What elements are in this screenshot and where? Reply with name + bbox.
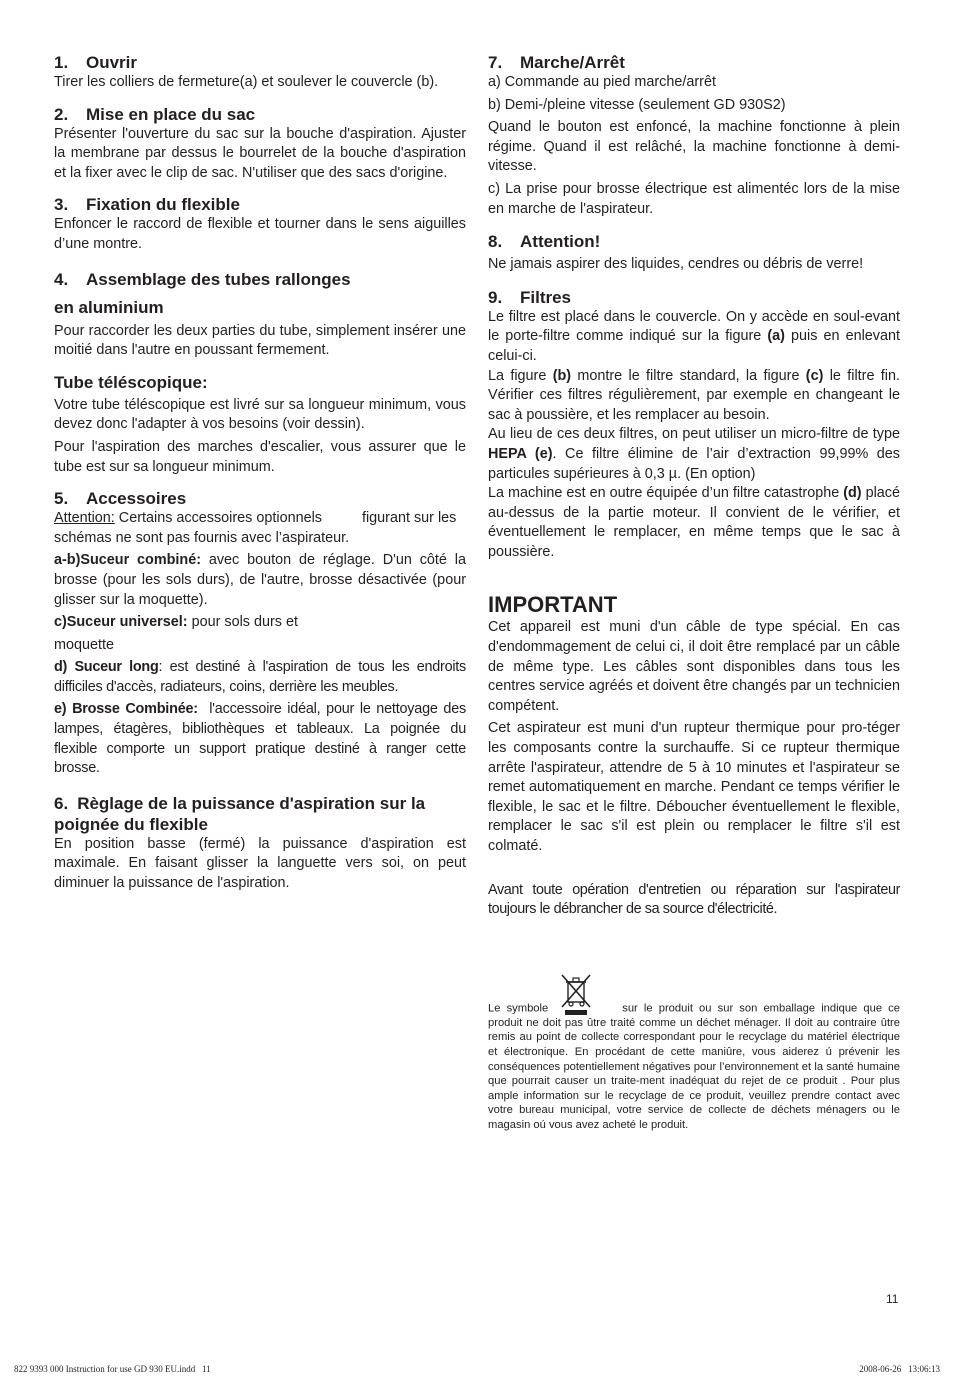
page-number: 11: [886, 1292, 899, 1306]
weee-notice: [488, 972, 900, 1133]
accessory-label: e) Brosse Combinée:: [54, 701, 198, 718]
section-7-b: b) Demi-/pleine vitesse (seulement GD 930S2): [488, 96, 786, 113]
section-3-text: Enfoncer le raccord de flexible et tourner dans le sens aiguilles d’une montre.: [54, 216, 466, 252]
print-slug-date: 2008-06-26 13:06:13: [859, 1364, 940, 1374]
filtres-p1: [488, 308, 900, 367]
text-run: La figure: [488, 367, 553, 384]
section-title: Filtres: [520, 287, 572, 307]
accessory-e: [54, 700, 470, 778]
section-title: Règlage de la puissance d'aspiration sur la poignée du flexible: [54, 793, 426, 834]
tube-text-1: Votre tube téléscopique est livré sur sa longueur minimum, vous devez donc l'adapter à vos besoins (voir dessin).: [54, 396, 466, 433]
section-7-a: a) Commande au pied marche/arrêt: [488, 74, 716, 90]
section-number: 4.: [54, 269, 69, 289]
tube-text-2: Pour l'aspiration des marches d'escalier, vous assurer que le tube est sur sa longueur minimum.: [54, 438, 466, 475]
section-title: Attention!: [520, 232, 601, 252]
text-run: Au lieu de ces deux filtres, on peut utiliser un micro-filtre de type: [488, 426, 900, 443]
right-column: [488, 52, 900, 1133]
section-title: Marche/Arrêt: [520, 53, 625, 72]
accessory-text: l'accessoire idéal, pour le nettoyage des lampes, étagères, bibliothèques et tableaux. La poignée du flexible comporte un support pratique destiné à ranger cette brosse.: [54, 701, 470, 777]
section-2-text: Présenter l'ouverture du sac sur la bouche d'aspiration. Ajuster la membrane par dessus le bourrelet de la bouche d'aspiration et la fixer avec le clip de sac. N'utiliser que des sacs d'origine.: [54, 125, 466, 181]
section-title: Assemblage des tubes rallonges: [86, 269, 351, 289]
section-title: Ouvrir: [86, 53, 138, 72]
left-column: [54, 52, 470, 894]
section-2-heading: [54, 104, 466, 125]
section-number: 5.: [54, 489, 69, 509]
accessory-text: avec bouton de réglage. D'un côté la brosse (pour les sols durs), de l'autre, brosse désactivée (pour glisser sur la moquette).: [54, 552, 466, 608]
weee-text-body: sur le produit ou sur son emballage indique que ce produit ne doit pas ûtre traité comme un déchet ménager. Il doit au contraire ûtre remis au point de collecte correspondant pour le recyclage du matériel électrique et électronique. En procédant de cette maniûre, vous aiderez ú prévenir les conséquences potentiellement négatives pour l’environnement et la santé humaine que pourrait causer un traite-ment inadéquat du rejet de ce produit . Pour plus ample information sur le recyclage de ce produit, veuillez prendre contact avec votre bureau municipal, votre service de collecte de déchets ménagers ou le magasin oú vous avez acheté le produit.: [488, 1002, 900, 1131]
section-1-text: Tirer les colliers de fermeture(a) et soulever le couvercle (b).: [54, 74, 439, 90]
figure-ref: (a): [767, 328, 785, 345]
accessory-label: d) Suceur long: [54, 659, 159, 676]
section-7-heading: [488, 52, 900, 73]
section-number: 3.: [54, 195, 69, 215]
section-4-heading: [54, 266, 466, 322]
tube-telescopique-heading: Tube téléscopique:: [54, 372, 208, 392]
weee-text-start: Le symbole: [488, 1002, 549, 1015]
section-number: 8.: [488, 232, 503, 252]
text-run: placé au-dessus de la partie moteur. Il convient de le vérifier, et éventuellement le remplacer, en même temps que le sac à poussière.: [488, 485, 900, 560]
section-number: 7.: [488, 53, 503, 72]
text-run: puis en enlevant celui-ci.: [488, 328, 900, 364]
accessoires-attention: [54, 509, 466, 548]
text-run: le filtre fin. Vérifier ces filtres régulièrement, par exemple en changeant le sac à poussière, et les remplacer au besoin.: [488, 367, 900, 423]
accessory-c: [54, 613, 466, 633]
figure-ref: (b): [552, 367, 572, 384]
text-run: Le filtre est placé dans le couvercle. On y accède en soul-evant le porte-filtre comme indiqué sur la figure: [488, 308, 900, 345]
section-title-line2: en aluminium: [54, 297, 164, 317]
section-number: 6.: [54, 793, 69, 813]
section-6-heading: [54, 793, 466, 835]
section-4-text: Pour raccorder les deux parties du tube, simplement insérer une moitié dans l'autre en poussant fermement.: [54, 322, 466, 359]
section-9-heading: [488, 287, 900, 308]
section-title: Mise en place du sac: [86, 104, 256, 124]
section-title: Fixation du flexible: [86, 195, 240, 215]
text-run: montre le filtre standard, la figure: [571, 367, 806, 384]
important-heading: IMPORTANT: [488, 592, 618, 618]
section-7-c: c) La prise pour brosse électrique est alimentéc lors de la mise en marche de l'aspirateur.: [488, 180, 900, 217]
section-8-text: Ne jamais aspirer des liquides, cendres ou débris de verre!: [488, 256, 864, 273]
figure-ref: (d): [843, 485, 862, 502]
important-text-3: Avant toute opération d'entretien ou réparation sur l'aspirateur toujours le débrancher de sa source d'électricité.: [488, 881, 900, 918]
attention-text: Certains accessoires optionnels figurant sur les schémas ne sont pas fournis avec l’aspirateur.: [54, 510, 461, 546]
section-number: 1.: [54, 53, 69, 72]
accessory-label: a-b)Suceur combiné:: [54, 552, 201, 569]
figure-ref: HEPA (e): [488, 445, 553, 462]
section-7-text: Quand le bouton est enfoncé, la machine fonctionne à plein régime. Quand il est relâché, la machine fonctionne à demi-vitesse.: [488, 119, 900, 175]
section-title: Accessoires: [86, 489, 187, 509]
print-slug-file: 822 9393 000 Instruction for use GD 930 EU.indd 11: [14, 1364, 211, 1374]
filtres-p4: [488, 484, 900, 562]
section-number: 2.: [54, 104, 69, 124]
section-6-text: En position basse (fermé) la puissance d'aspiration est maximale. En faisant glisser la languette vers soi, on peut diminuer la puissance de l'aspiration.: [54, 835, 466, 892]
section-5-heading: [54, 488, 466, 509]
accessory-text: pour sols durs et: [187, 614, 298, 631]
section-number: 9.: [488, 287, 503, 307]
filtres-p3: [488, 425, 900, 484]
accessory-ab: [54, 551, 466, 610]
accessory-d: [54, 658, 466, 697]
attention-label: Attention:: [54, 510, 115, 527]
section-1-heading: [54, 52, 466, 73]
important-text-1: Cet appareil est muni d'un câble de type spécial. En cas d'endommagement de celui ci, il doit être remplacé par un câble de même type. Les câbles sont disponibles dans tous les centres service agréés et doivent être changés par un technicien compétent.: [488, 619, 900, 714]
section-8-heading: [488, 231, 900, 252]
text-run: . Ce filtre élimine de l’air d’extraction 99,99% des particules supérieures à 0,3 µ. (En option): [488, 445, 900, 482]
section-3-heading: [54, 194, 466, 215]
filtres-p2: [488, 367, 900, 426]
accessory-c-line2: moquette: [54, 636, 115, 653]
figure-ref: (c): [805, 367, 824, 384]
accessory-text: : est destiné à l'aspiration de tous les endroits difficiles d'accès, radiateurs, coins, derrière les meubles.: [54, 659, 466, 695]
accessory-label: c)Suceur universel:: [54, 614, 188, 631]
crossed-out-wheelie-bin-icon: [558, 972, 594, 1016]
important-text-2: Cet aspirateur est muni d'un rupteur thermique pour pro-téger les composants contre la surchauffe. Si ce rupteur thermique arrête l'aspirateur, attendre de 5 à 10 minutes et l'aspirateur se remet automatiquement en marche. Pendant ce temps vérifier le flexible, le sac et le filtre. Déboucher éventuellement le flexible, remplacer le sac s'il est plein ou remplacer le filtre s'il est colmaté.: [488, 720, 900, 854]
text-run: La machine est en outre équipée d’un filtre catastrophe: [488, 485, 844, 502]
